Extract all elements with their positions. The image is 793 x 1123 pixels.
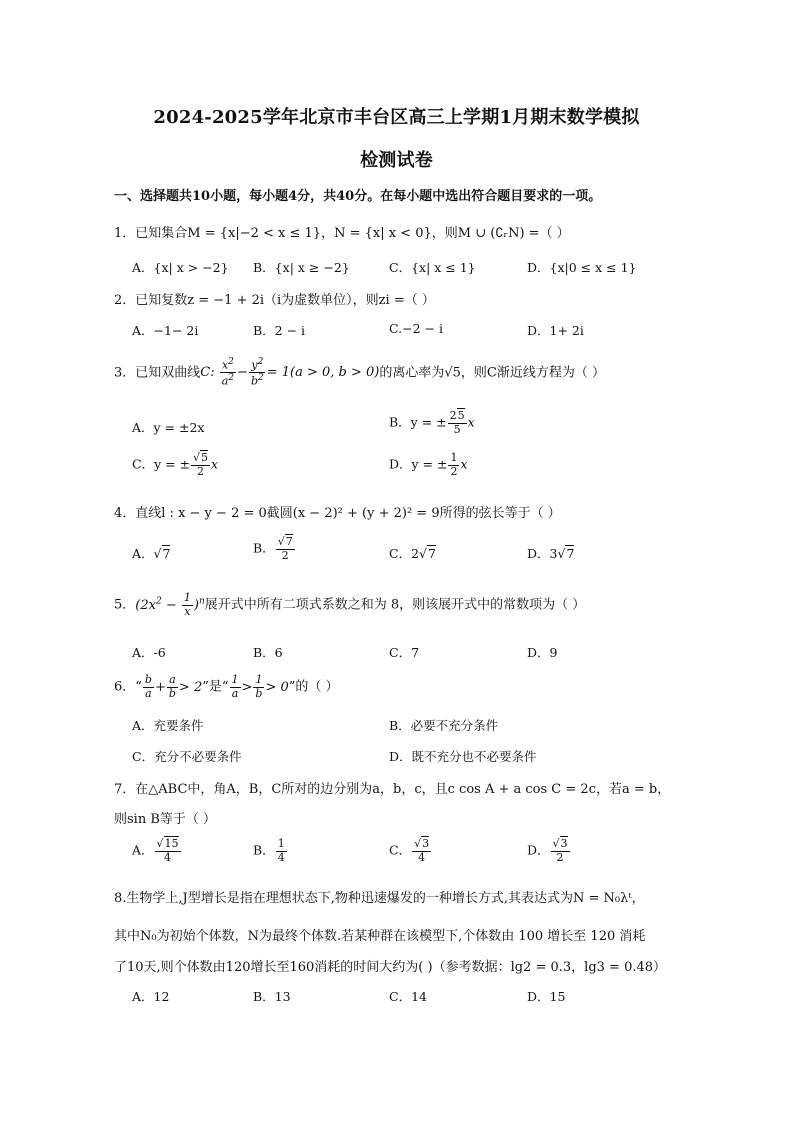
question-1-option-b: B．{x| x ≥ −2}	[253, 260, 350, 275]
question-1-option-a: A．{x| x > −2}	[132, 260, 229, 275]
fraction: $\frac{x^2}{a^2}$	[221, 357, 235, 388]
question-4-option-b: B． $\frac{√7}{2}$	[253, 535, 293, 562]
question-4-option-c: C．2√7	[389, 546, 436, 561]
question-5-suffix: 展开式中所有二项式系数之和为 8，则该展开式中的常数项为（ ）	[204, 597, 586, 613]
question-4-stem: 4．直线l : x − y − 2 = 0截圆(x − 2)² + (y + 2)² = 9所得的弦长等于（ ）	[114, 506, 561, 521]
question-6-stem: 6．“ $\frac{b}{a}$ + $\frac{a}{b}$ > 2”是“ $\frac{1}{a}$ > $\frac{1}{b}$ > 0”的（ ）	[114, 673, 339, 700]
question-3-prefix: 3．已知双曲线	[114, 365, 201, 381]
question-5-stem: 5．($2x^2$ − $\frac{1}{x}$ )$^n$展开式中所有二项式系数之和为 8，则该展开式中的常数项为（ ）	[114, 591, 586, 618]
question-3-option-b: B．y = ± $\frac{25}{5}$ x	[389, 409, 475, 436]
fraction: $\frac{y^2}{b^2}$	[250, 357, 264, 388]
question-6-option-a: A．充要条件	[132, 718, 204, 733]
question-6-option-b: B．必要不充分条件	[389, 718, 499, 733]
question-7-stem-line2: 则sin B等于（ ）	[114, 812, 217, 827]
question-1-option-c: C．{x| x ≤ 1}	[389, 260, 476, 275]
question-7-option-b: B． $\frac{1}{4}$	[253, 837, 285, 864]
question-6-option-c: C．充分不必要条件	[132, 749, 242, 764]
question-7-option-c: C． $\frac{√3}{4}$	[389, 837, 430, 864]
question-7-option-a: A． $\frac{√15}{4}$	[132, 837, 179, 864]
question-8-stem-line2: 其中N₀为初始个体数，N为最终个体数.若某种群在该模型下,个体数由 100 增长至 120 消耗	[114, 929, 646, 944]
question-3-stem	[114, 357, 605, 389]
exam-title-line2: 检测试卷	[360, 150, 433, 171]
question-5-binomial: ($2x^2$ − $\frac{1}{x}$ )$^n$	[135, 591, 205, 618]
question-5-option-d: D．9	[527, 645, 558, 660]
question-2-stem: 2．已知复数z = −1 + 2i（i为虚数单位），则zi =（ ）	[114, 293, 435, 308]
question-6-option-d: D．既不充分也不必要条件	[389, 749, 537, 764]
question-8-stem-line3: 了10天,则个体数由120增长至160消耗的时间大约为( )（参考数据：lg2 = 0.3，lg3 = 0.48）	[114, 960, 667, 975]
question-2-option-d: D．1+ 2i	[527, 323, 584, 338]
question-3-option-c: C．y = ± $\frac{√5}{2}$ x	[132, 451, 219, 478]
question-8-option-d: D．15	[527, 989, 566, 1004]
question-4-option-a: A．√7	[132, 546, 171, 561]
question-4-option-d: D．3√7	[527, 546, 575, 561]
section-instruction: 一、选择题共10小题，每小题4分，共40分。在每小题中选出符合题目要求的一项。	[114, 189, 602, 204]
question-7-option-d: D． $\frac{√3}{2}$	[527, 837, 568, 864]
question-2-option-a: A．−1− 2i	[132, 323, 199, 338]
exam-title-line1: 2024-2025学年北京市丰台区高三上学期1月期末数学模拟	[153, 107, 640, 128]
question-8-option-a: A．12	[132, 989, 170, 1004]
question-3-hyperbola-equation: C: $\frac{x^2}{a^2}$ − $\frac{y^2}{b^2}$ = 1(a > 0, b > 0)	[200, 357, 380, 388]
question-8-stem: 8.生物学上,J型增长是指在理想状态下,物种迅速爆发的一种增长方式,其表达式为N = N₀λᵗ，	[114, 891, 645, 906]
question-5-option-a: A．-6	[132, 645, 166, 660]
question-3-suffix: 的离心率为√5，则C渐近线方程为（ ）	[379, 365, 606, 381]
question-8-option-c: C．14	[389, 989, 427, 1004]
question-2-option-b: B．2 − i	[253, 323, 306, 338]
question-2-option-c: C.−2 − i	[389, 321, 443, 336]
question-1-stem: 1．已知集合M = {x|−2 < x ≤ 1}，N = {x| x < 0}，则M ∪ (∁ᵣN) =（ ）	[114, 226, 570, 241]
question-3-option-d: D．y = ± $\frac{1}{2}$ x	[389, 451, 468, 478]
question-5-option-b: B．6	[253, 645, 283, 660]
question-3-option-a: A．y = ±2x	[132, 420, 205, 435]
question-1-option-d: D．{x|0 ≤ x ≤ 1}	[527, 260, 637, 275]
question-5-option-c: C．7	[389, 645, 420, 660]
question-8-option-b: B．13	[253, 989, 291, 1004]
question-7-stem: 7．在△ABC中，角A，B，C所对的边分别为a，b，c，且c cos A + a cos C = 2c，若a = b，	[114, 782, 671, 797]
